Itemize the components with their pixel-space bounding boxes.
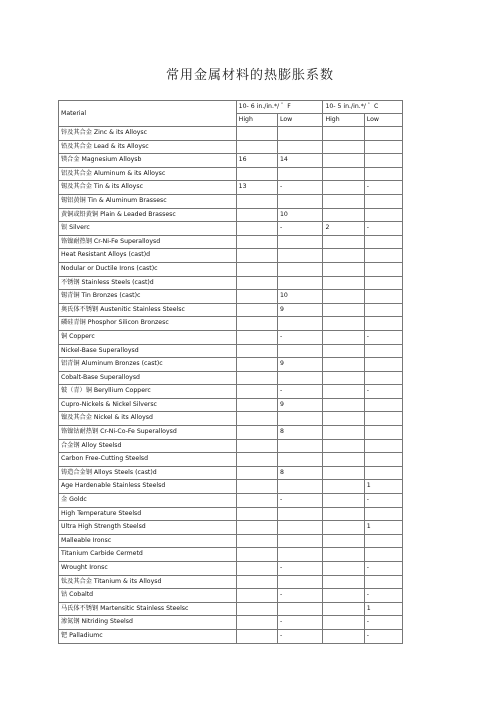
material-cell: 锡及其合金 Tin & its Alloysc <box>59 181 237 195</box>
high-c-cell <box>323 235 364 249</box>
material-cell: 镁合金 Magnesium Alloysb <box>59 154 237 168</box>
low-c-cell <box>364 303 402 317</box>
low-f-cell: - <box>277 616 322 630</box>
high-c-cell <box>323 208 364 222</box>
low-c-cell <box>364 249 402 263</box>
material-cell: 锡铝黄铜 Tin & Aluminum Brassesc <box>59 194 237 208</box>
high-f-cell <box>236 629 277 643</box>
low-f-cell: 10 <box>277 208 322 222</box>
table-row <box>59 154 403 168</box>
low-f-cell: - <box>277 629 322 643</box>
high-c-cell <box>323 385 364 399</box>
material-cell: 钯 Palladiumc <box>59 629 237 643</box>
material-cell: Nickel-Base Superalloysd <box>59 344 237 358</box>
high-f-cell <box>236 494 277 508</box>
low-f-cell <box>277 507 322 521</box>
table-row <box>59 466 403 480</box>
material-cell: 铬镍钴耐热钢 Cr-Ni-Co-Fe Superalloysd <box>59 426 237 440</box>
table-row <box>59 330 403 344</box>
material-cell: Age Hardenable Stainless Steelsd <box>59 480 237 494</box>
low-c-cell <box>364 167 402 181</box>
high-c-cell <box>323 602 364 616</box>
low-f-cell <box>277 235 322 249</box>
high-f-cell <box>236 249 277 263</box>
low-f-cell <box>277 521 322 535</box>
high-c-cell <box>323 290 364 304</box>
high-f-cell <box>236 371 277 385</box>
material-cell: Cobalt-Base Superalloysd <box>59 371 237 385</box>
material-cell: 铍（青）铜 Beryllium Copperc <box>59 385 237 399</box>
high-f-cell <box>236 589 277 603</box>
table-row <box>59 276 403 290</box>
subheader-high-c: High <box>323 114 364 127</box>
material-cell: 黄铜或铅黄铜 Plain & Leaded Brassesc <box>59 208 237 222</box>
page-title: 常用金属材料的热膨胀系数 <box>165 68 334 83</box>
subheader-high-f: High <box>236 114 277 127</box>
low-c-cell <box>364 317 402 331</box>
low-f-cell <box>277 602 322 616</box>
low-c-cell <box>364 194 402 208</box>
low-f-cell <box>277 344 322 358</box>
table-row <box>59 494 403 508</box>
high-f-cell <box>236 290 277 304</box>
low-f-cell: - <box>277 222 322 236</box>
low-c-cell <box>364 426 402 440</box>
material-cell: 不锈钢 Stainless Steels (cast)d <box>59 276 237 290</box>
high-c-cell <box>323 127 364 141</box>
material-header: Material <box>59 101 237 127</box>
table-row <box>59 194 403 208</box>
low-c-cell: - <box>364 589 402 603</box>
high-c-cell <box>323 276 364 290</box>
high-f-cell <box>236 453 277 467</box>
table-row <box>59 562 403 576</box>
low-c-cell: 1 <box>364 602 402 616</box>
low-c-cell: - <box>364 330 402 344</box>
low-c-cell <box>364 344 402 358</box>
table-row <box>59 575 403 589</box>
low-f-cell <box>277 439 322 453</box>
high-c-cell <box>323 439 364 453</box>
high-f-cell <box>236 426 277 440</box>
low-c-cell <box>364 208 402 222</box>
low-c-cell <box>364 371 402 385</box>
high-c-cell <box>323 371 364 385</box>
table-row <box>59 222 403 236</box>
high-c-cell <box>323 562 364 576</box>
low-f-cell <box>277 480 322 494</box>
material-cell: 锌及其合金 Zinc & its Alloysc <box>59 127 237 141</box>
low-c-cell <box>364 412 402 426</box>
low-f-cell <box>277 127 322 141</box>
low-c-cell <box>364 235 402 249</box>
high-c-cell <box>323 154 364 168</box>
table-row <box>59 439 403 453</box>
low-f-cell <box>277 262 322 276</box>
high-f-cell <box>236 222 277 236</box>
material-cell: 铅及其合金 Lead & its Alloysc <box>59 140 237 154</box>
high-f-cell <box>236 439 277 453</box>
low-f-cell <box>277 412 322 426</box>
high-c-cell <box>323 466 364 480</box>
high-c-cell <box>323 358 364 372</box>
low-c-cell <box>364 398 402 412</box>
high-c-cell <box>323 181 364 195</box>
low-c-cell <box>364 466 402 480</box>
low-f-cell <box>277 453 322 467</box>
high-c-cell <box>323 629 364 643</box>
low-c-cell <box>364 453 402 467</box>
high-f-cell <box>236 317 277 331</box>
low-c-cell <box>364 262 402 276</box>
low-f-cell <box>277 534 322 548</box>
high-f-cell <box>236 534 277 548</box>
low-c-cell: - <box>364 616 402 630</box>
low-f-cell: 9 <box>277 398 322 412</box>
high-c-cell <box>323 494 364 508</box>
table-row <box>59 262 403 276</box>
low-c-cell <box>364 140 402 154</box>
table-row <box>59 548 403 562</box>
high-f-cell <box>236 616 277 630</box>
high-f-cell: 13 <box>236 181 277 195</box>
high-c-cell <box>323 534 364 548</box>
low-c-cell <box>364 290 402 304</box>
low-c-cell <box>364 127 402 141</box>
low-c-cell: - <box>364 562 402 576</box>
table-row <box>59 181 403 195</box>
high-c-cell <box>323 480 364 494</box>
low-f-cell: - <box>277 494 322 508</box>
high-f-cell <box>236 303 277 317</box>
high-c-cell <box>323 249 364 263</box>
high-f-cell <box>236 480 277 494</box>
high-f-cell <box>236 412 277 426</box>
table-row <box>59 235 403 249</box>
high-c-cell <box>323 398 364 412</box>
high-c-cell <box>323 589 364 603</box>
material-cell: 金 Goldc <box>59 494 237 508</box>
material-cell: 钛及其合金 Titanium & its Alloysd <box>59 575 237 589</box>
low-f-cell: - <box>277 589 322 603</box>
high-f-cell <box>236 466 277 480</box>
high-c-cell <box>323 521 364 535</box>
table-row <box>59 249 403 263</box>
high-c-cell <box>323 303 364 317</box>
high-f-cell <box>236 208 277 222</box>
material-cell: 渗氮钢 Nitriding Steelsd <box>59 616 237 630</box>
high-c-cell <box>323 616 364 630</box>
high-c-cell <box>323 140 364 154</box>
low-c-cell <box>364 358 402 372</box>
material-cell: Ultra High Strength Steelsd <box>59 521 237 535</box>
high-f-cell <box>236 562 277 576</box>
low-c-cell <box>364 575 402 589</box>
material-cell: Malleable Ironsc <box>59 534 237 548</box>
table-row <box>59 507 403 521</box>
material-cell: 铬镍耐热钢 Cr-Ni-Fe Superalloysd <box>59 235 237 249</box>
low-f-cell <box>277 575 322 589</box>
table-row <box>59 453 403 467</box>
table-row <box>59 385 403 399</box>
high-c-cell <box>323 412 364 426</box>
material-cell: High Temperature Steelsd <box>59 507 237 521</box>
material-cell: 铸造合金钢 Alloys Steels (cast)d <box>59 466 237 480</box>
low-c-cell: - <box>364 494 402 508</box>
fahrenheit-group-header: 10- 6 in./in.*/ ゜F <box>236 101 323 114</box>
high-f-cell <box>236 194 277 208</box>
low-f-cell: 8 <box>277 466 322 480</box>
low-c-cell: - <box>364 385 402 399</box>
low-c-cell: - <box>364 181 402 195</box>
material-cell: Nodular or Ductile Irons (cast)c <box>59 262 237 276</box>
high-f-cell <box>236 235 277 249</box>
high-c-cell <box>323 453 364 467</box>
material-cell: 银 Silverc <box>59 222 237 236</box>
high-c-cell <box>323 194 364 208</box>
high-c-cell <box>323 262 364 276</box>
table-body <box>59 127 403 644</box>
table-row <box>59 589 403 603</box>
high-f-cell <box>236 262 277 276</box>
low-f-cell: 9 <box>277 303 322 317</box>
high-c-cell <box>323 317 364 331</box>
material-cell: 钴 Cobaltd <box>59 589 237 603</box>
low-c-cell <box>364 507 402 521</box>
low-f-cell <box>277 194 322 208</box>
low-f-cell <box>277 167 322 181</box>
high-c-cell <box>323 167 364 181</box>
table-row <box>59 602 403 616</box>
material-cell: 铜 Copperc <box>59 330 237 344</box>
table-row <box>59 480 403 494</box>
material-cell: Cupro-Nickels & Nickel Silversc <box>59 398 237 412</box>
low-f-cell: - <box>277 181 322 195</box>
table-row <box>59 317 403 331</box>
low-c-cell <box>364 534 402 548</box>
low-f-cell: 14 <box>277 154 322 168</box>
high-c-cell <box>323 507 364 521</box>
material-cell: 磷硅青铜 Phosphor Silicon Bronzesc <box>59 317 237 331</box>
table-row <box>59 398 403 412</box>
table-row <box>59 167 403 181</box>
table-row <box>59 616 403 630</box>
low-f-cell: 8 <box>277 426 322 440</box>
low-f-cell: 9 <box>277 358 322 372</box>
high-c-cell <box>323 426 364 440</box>
high-f-cell <box>236 575 277 589</box>
material-cell: 铝及其合金 Aluminum & its Alloysc <box>59 167 237 181</box>
table-row <box>59 534 403 548</box>
high-f-cell <box>236 127 277 141</box>
material-cell: Titanium Carbide Cermetd <box>59 548 237 562</box>
low-f-cell <box>277 276 322 290</box>
high-f-cell <box>236 276 277 290</box>
table-row <box>59 371 403 385</box>
low-c-cell: 1 <box>364 480 402 494</box>
low-c-cell <box>364 276 402 290</box>
material-cell: 合金钢 Alloy Steelsd <box>59 439 237 453</box>
table-row <box>59 521 403 535</box>
table-row <box>59 127 403 141</box>
low-c-cell <box>364 439 402 453</box>
table-row <box>59 140 403 154</box>
low-f-cell <box>277 140 322 154</box>
material-cell: 铝青铜 Aluminum Bronzes (cast)c <box>59 358 237 372</box>
high-c-cell <box>323 548 364 562</box>
low-c-cell: - <box>364 629 402 643</box>
low-c-cell: 1 <box>364 521 402 535</box>
high-c-cell: 2 <box>323 222 364 236</box>
high-f-cell <box>236 602 277 616</box>
subheader-low-c: Low <box>364 114 402 127</box>
high-f-cell <box>236 358 277 372</box>
high-f-cell <box>236 344 277 358</box>
high-c-cell <box>323 344 364 358</box>
low-c-cell: - <box>364 222 402 236</box>
material-cell: Heat Resistant Alloys (cast)d <box>59 249 237 263</box>
low-f-cell: - <box>277 330 322 344</box>
low-f-cell: 10 <box>277 290 322 304</box>
low-f-cell <box>277 371 322 385</box>
material-cell: 奥氏体不锈钢 Austenitic Stainless Steelsc <box>59 303 237 317</box>
table-row <box>59 426 403 440</box>
low-f-cell <box>277 548 322 562</box>
celsius-group-header: 10- 5 in./in.*/ ゜C <box>323 101 403 114</box>
high-f-cell <box>236 167 277 181</box>
subheader-low-f: Low <box>277 114 322 127</box>
table-row <box>59 303 403 317</box>
table-row <box>59 629 403 643</box>
high-f-cell <box>236 548 277 562</box>
high-c-cell <box>323 575 364 589</box>
material-cell: 马氏体不锈钢 Martensitic Stainless Steelsc <box>59 602 237 616</box>
high-f-cell <box>236 385 277 399</box>
material-cell: 镍及其合金 Nickel & its Alloysd <box>59 412 237 426</box>
high-f-cell <box>236 398 277 412</box>
low-c-cell <box>364 548 402 562</box>
table-row <box>59 208 403 222</box>
material-cell: 锡青铜 Tin Bronzes (cast)c <box>59 290 237 304</box>
low-c-cell <box>364 154 402 168</box>
low-f-cell: - <box>277 562 322 576</box>
high-c-cell <box>323 330 364 344</box>
table-row <box>59 344 403 358</box>
high-f-cell: 16 <box>236 154 277 168</box>
table-row <box>59 290 403 304</box>
low-f-cell <box>277 249 322 263</box>
high-f-cell <box>236 140 277 154</box>
expansion-table <box>58 100 403 644</box>
table-row <box>59 358 403 372</box>
low-f-cell <box>277 317 322 331</box>
high-f-cell <box>236 507 277 521</box>
high-f-cell <box>236 521 277 535</box>
low-f-cell: - <box>277 385 322 399</box>
high-f-cell <box>236 330 277 344</box>
table-row <box>59 412 403 426</box>
material-cell: Wrought Ironsc <box>59 562 237 576</box>
material-cell: Carbon Free-Cutting Steelsd <box>59 453 237 467</box>
